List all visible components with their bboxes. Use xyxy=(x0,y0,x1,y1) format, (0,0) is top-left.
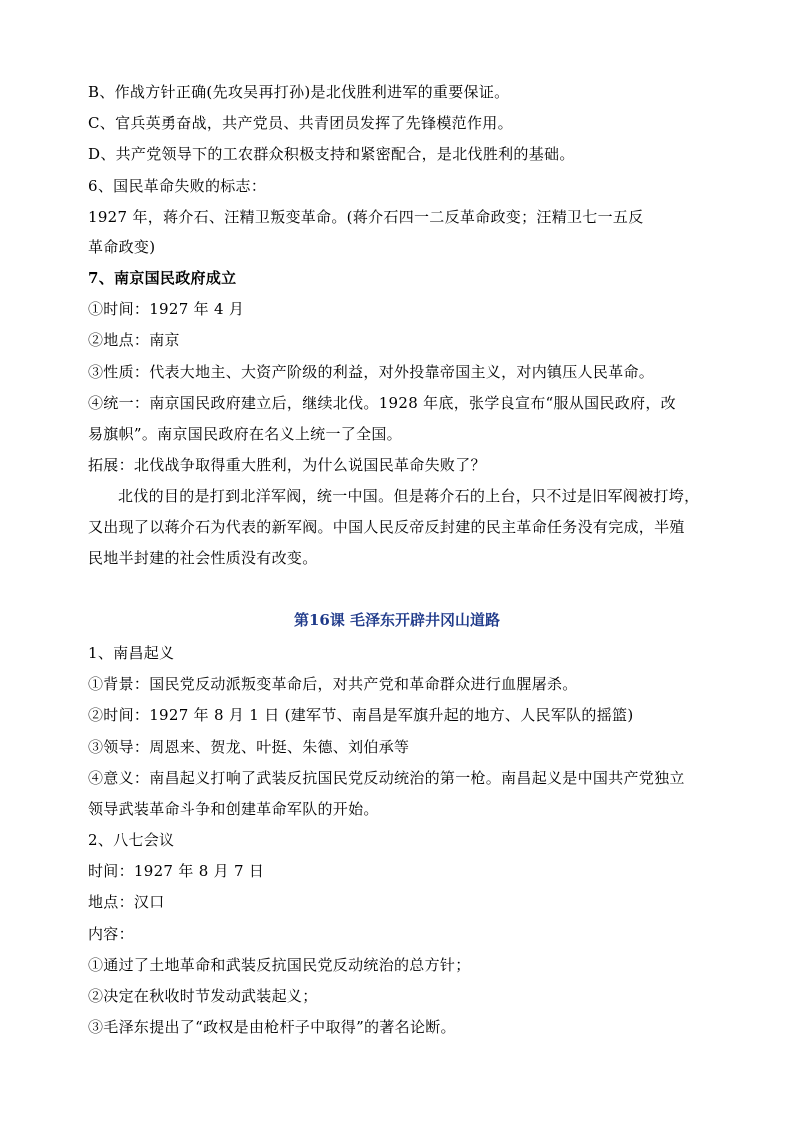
paragraph-d: D、共产党领导下的工农群众积极支持和紧密配合，是北伐胜利的基础。 xyxy=(88,145,575,163)
section-7-unify-line-1: ④统一：南京国民政府建立后，继续北伐。1928 年底，张学良宣布“服从国民政府，改 xyxy=(88,394,676,412)
paragraph-b: B、作战方针正确(先攻吴再打孙)是北伐胜利进军的重要保证。 xyxy=(88,83,510,101)
lesson-16-section-2-place: 地点：汉口 xyxy=(88,893,165,911)
section-7-nature: ③性质：代表大地主、大资产阶级的利益，对外投靠帝国主义，对内镇压人民革命。 xyxy=(88,363,655,381)
lesson-16-section-2-heading: 2、八七会议 xyxy=(88,831,175,849)
section-7-place: ②地点：南京 xyxy=(88,331,180,349)
lesson-16-title: 第16课 毛泽东开辟井冈山道路 xyxy=(293,611,501,629)
extension-answer-line-3: 民地半封建的社会性质没有改变。 xyxy=(88,549,318,567)
lesson-16-section-2-content-label: 内容： xyxy=(88,925,134,943)
section-7-unify-line-2: 易旗帜”。南京国民政府在名义上统一了全国。 xyxy=(88,425,402,443)
lesson-16-section-2-content-item-3: ③毛泽东提出了“政权是由枪杆子中取得”的著名论断。 xyxy=(88,1018,456,1036)
lesson-16-section-2-content-item-2: ②决定在秋收时节发动武装起义； xyxy=(88,987,318,1005)
lesson-16-section-1-background: ①背景：国民党反动派叛变革命后，对共产党和革命群众进行血腥屠杀。 xyxy=(88,675,578,693)
section-6-line-2: 革命政变) xyxy=(88,238,156,256)
lesson-16-section-1-significance-line-2: 领导武装革命斗争和创建革命军队的开始。 xyxy=(88,800,379,818)
lesson-16-section-1-time: ②时间：1927 年 8 月 1 日 (建军节、南昌是军旗升起的地方、人民军队的摇篮) xyxy=(88,706,634,724)
lesson-16-section-2-time: 时间：1927 年 8 月 7 日 xyxy=(88,862,265,880)
extension-answer-line-1: 北伐的目的是打到北洋军阀，统一中国。但是蒋介石的上台，只不过是旧军阀被打垮， xyxy=(118,487,700,505)
section-7-time: ①时间：1927 年 4 月 xyxy=(88,300,245,318)
section-6-line-1: 1927 年，蒋介石、汪精卫叛变革命。(蒋介石四一二反革命政变；汪精卫七一五反 xyxy=(88,208,644,226)
section-6-heading: 6、国民革命失败的标志： xyxy=(88,177,267,195)
lesson-16-section-1-heading: 1、南昌起义 xyxy=(88,644,175,662)
lesson-16-section-1-significance-line-1: ④意义：南昌起义打响了武装反抗国民党反动统治的第一枪。南昌起义是中国共产党独立 xyxy=(88,769,685,787)
lesson-16-section-2-content-item-1: ①通过了土地革命和武装反抗国民党反动统治的总方针； xyxy=(88,956,471,974)
lesson-16-section-1-leaders: ③领导：周恩来、贺龙、叶挺、朱德、刘伯承等 xyxy=(88,738,410,756)
extension-question: 拓展：北伐战争取得重大胜利，为什么说国民革命失败了？ xyxy=(88,456,486,474)
extension-answer-line-2: 又出现了以蒋介石为代表的新军阀。中国人民反帝反封建的民主革命任务没有完成，半殖 xyxy=(88,518,685,536)
paragraph-c: C、官兵英勇奋战，共产党员、共青团员发挥了先锋模范作用。 xyxy=(88,114,513,132)
section-7-heading: 7、南京国民政府成立 xyxy=(88,269,237,287)
